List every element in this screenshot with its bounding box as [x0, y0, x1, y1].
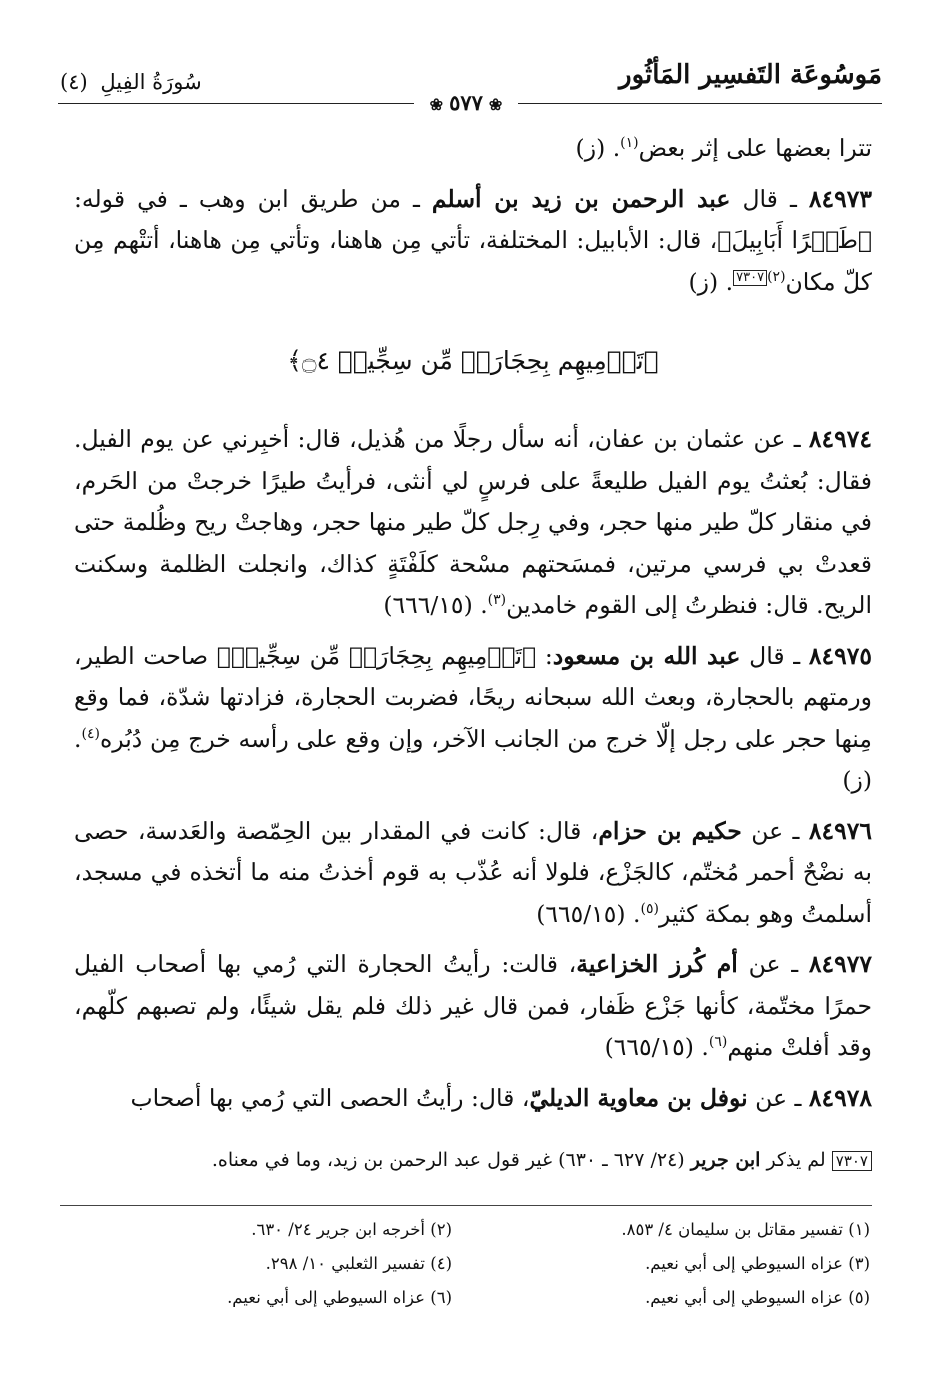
para-text: ـ عن عثمان بن عفان، أنه سأل رجلًا من هُذيل، قال: أخبِرني عن يوم الفيل. فقال: بُعثتُ يوم الفيل طليعةً على فرسٍ لي أنثى، فرأيتُ طيرًا خرجتْ من الحَرم، في منقار كلّ طير منها حجر، وفي رِجل كلّ طير منها حجر، وهاجتْ ريح وظُلمة حتى قعدتْ بي فرسي مرتين، فمسَحتهم مسْحة كلَفْتَةٍ كذاك، وانجلت الظلمة وسكنت الريح. قال: فنظرتُ إلى القوم خامدين	[74, 425, 872, 619]
narration-number: ٨٤٩٧٦	[808, 816, 872, 845]
narration-84974	[74, 419, 872, 627]
footnote-marker: (٥)	[640, 900, 659, 917]
page-number-wrap	[0, 90, 932, 115]
para-mark: . (٦٦٥/١٥)	[536, 899, 641, 928]
narrator-name: حكيم بن حزام	[598, 816, 742, 845]
page-number: ٥٧٧	[449, 90, 483, 115]
para-text: ـ قال	[740, 641, 801, 670]
main-text	[74, 128, 872, 1128]
para-text: ، قال: كانت في المقدار بين الحِمّصة والعَدسة، حصى به نضْحٌ أحمر مُختّم، كالجَزْع، فلولا أنه عُذّب به قوم أخذتُ منه ما أتخذه في مسجد، أسلمتُ وهو بمكة كثير	[74, 816, 872, 928]
footnote-rule	[60, 1205, 872, 1206]
footnote-3: (٣) عزاه السيوطي إلى أبي نعيم.	[645, 1254, 870, 1273]
narrator-name: أم كُرز الخزاعية	[576, 950, 738, 978]
footnote-marker: (٣)	[487, 592, 507, 609]
para-mark: . (ز)	[575, 134, 621, 162]
footnote-4: (٤) تفسير الثعلبي ١٠/ ٢٩٨.	[265, 1254, 452, 1273]
commentary-ref-box: ٧٣٠٧	[733, 270, 767, 286]
footnote-marker: (١)	[620, 135, 639, 152]
verse-heading: ﴿تَرۡمِيهِم بِحِجَارَةٖ مِّن سِجِّيلٖ ۝٤﴾	[287, 346, 659, 375]
commentary-ref-box: ٧٣٠٧	[832, 1151, 872, 1171]
para-text: : ﴿تَرۡمِيهِم بِحِجَارَةٖ مِّن سِجِّيلٖ﴾ صاحت الطير، ورمتهم بالحجارة، وبعث الله سبحانه ريحًا، فضربت الحجارة، فزادتها شدّة، فما وقع مِنها حجر على رجل إلّا خرج من الجانب الآخر، وإن وقع على رأسه خرج مِن دُبُره	[74, 641, 872, 753]
para-mark: . (ز)	[688, 267, 734, 296]
narration-number: ٨٤٩٧٨	[808, 1083, 872, 1112]
footnote-5: (٥) عزاه السيوطي إلى أبي نعيم.	[645, 1288, 870, 1307]
narrator-name: عبد الله بن مسعود	[552, 641, 741, 670]
ornament-icon: ❀	[429, 95, 444, 114]
para-text: ـ قال	[730, 184, 797, 213]
narration-number: ٨٤٩٧٤	[808, 425, 872, 453]
para-text: ، قال: رأيتُ الحصى التي رُمي بها أصحاب	[130, 1083, 530, 1112]
para-text: ، قالت: رأيتُ الحجارة التي رُمي بها أصحاب الفيل حمرًا مختّمة، كأنها جَزْع ظَفار، فمن قال غير ذلك فلم يقل شيئًا، ولم تصبهم كلّهم، وقد أفلتْ منهم	[74, 950, 872, 1061]
narrator-name: عبد الرحمن بن زيد بن أسلم	[431, 184, 731, 213]
narration-number: ٨٤٩٧٣	[808, 184, 872, 213]
surah-label: سُورَةُ الفِيلِ	[100, 70, 202, 94]
note-text: لم يذكر	[760, 1149, 826, 1171]
narration-number: ٨٤٩٧٥	[808, 641, 872, 670]
narration-84975	[74, 636, 872, 802]
para-text: ـ عن	[747, 1083, 802, 1112]
para-text: ـ عن	[737, 950, 799, 978]
book-title: مَوسُوعَة التَفسِير المَأثُور	[619, 60, 882, 90]
narrator-name: نوفل بن معاوية الديليّ	[529, 1083, 748, 1112]
footnote-marker: (٤)	[81, 725, 100, 742]
footnote-marker: (٢)	[767, 268, 786, 285]
narration-84976	[74, 811, 872, 936]
narration-number: ٨٤٩٧٧	[808, 950, 872, 978]
para-mark: . (٦٦٥/١٥)	[604, 1033, 709, 1061]
paragraph-continued	[74, 128, 872, 170]
para-text: تترا بعضها على إثر بعض	[638, 134, 872, 162]
para-mark: . (ز)	[74, 724, 872, 794]
page-number-box	[414, 90, 519, 115]
para-mark: . (٦٦٦/١٥)	[383, 591, 488, 619]
para-text: ـ من طريق ابن وهب ـ في قوله: ﴿طَيۡرًا أَبَابِيلَ﴾، قال: الأبابيل: المختلفة، تأتي مِن هاهنا، وتأتي مِن هاهنا، أتتْهم مِن كلّ مكان	[74, 184, 872, 296]
verse-ref: (٤)	[60, 70, 88, 94]
para-text: ـ عن	[741, 816, 800, 845]
note-text: (٢٤/ ٦٢٧ ـ ٦٣٠) غير قول عبد الرحمن بن زيد، وما في معناه.	[211, 1149, 691, 1171]
footnote-marker: (٦)	[708, 1034, 728, 1051]
narration-84978	[74, 1078, 872, 1120]
ornament-icon: ❀	[488, 95, 503, 114]
commentary-note	[70, 1145, 872, 1176]
note-name: ابن جرير	[690, 1149, 761, 1171]
narration-84977	[74, 944, 872, 1069]
narration-84973	[74, 179, 872, 304]
footnote-6: (٦) عزاه السيوطي إلى أبي نعيم.	[227, 1288, 452, 1307]
footnote-1: (١) تفسير مقاتل بن سليمان ٤/ ٨٥٣.	[621, 1220, 870, 1239]
footnote-2: (٢) أخرجه ابن جرير ٢٤/ ٦٣٠.	[251, 1220, 452, 1239]
